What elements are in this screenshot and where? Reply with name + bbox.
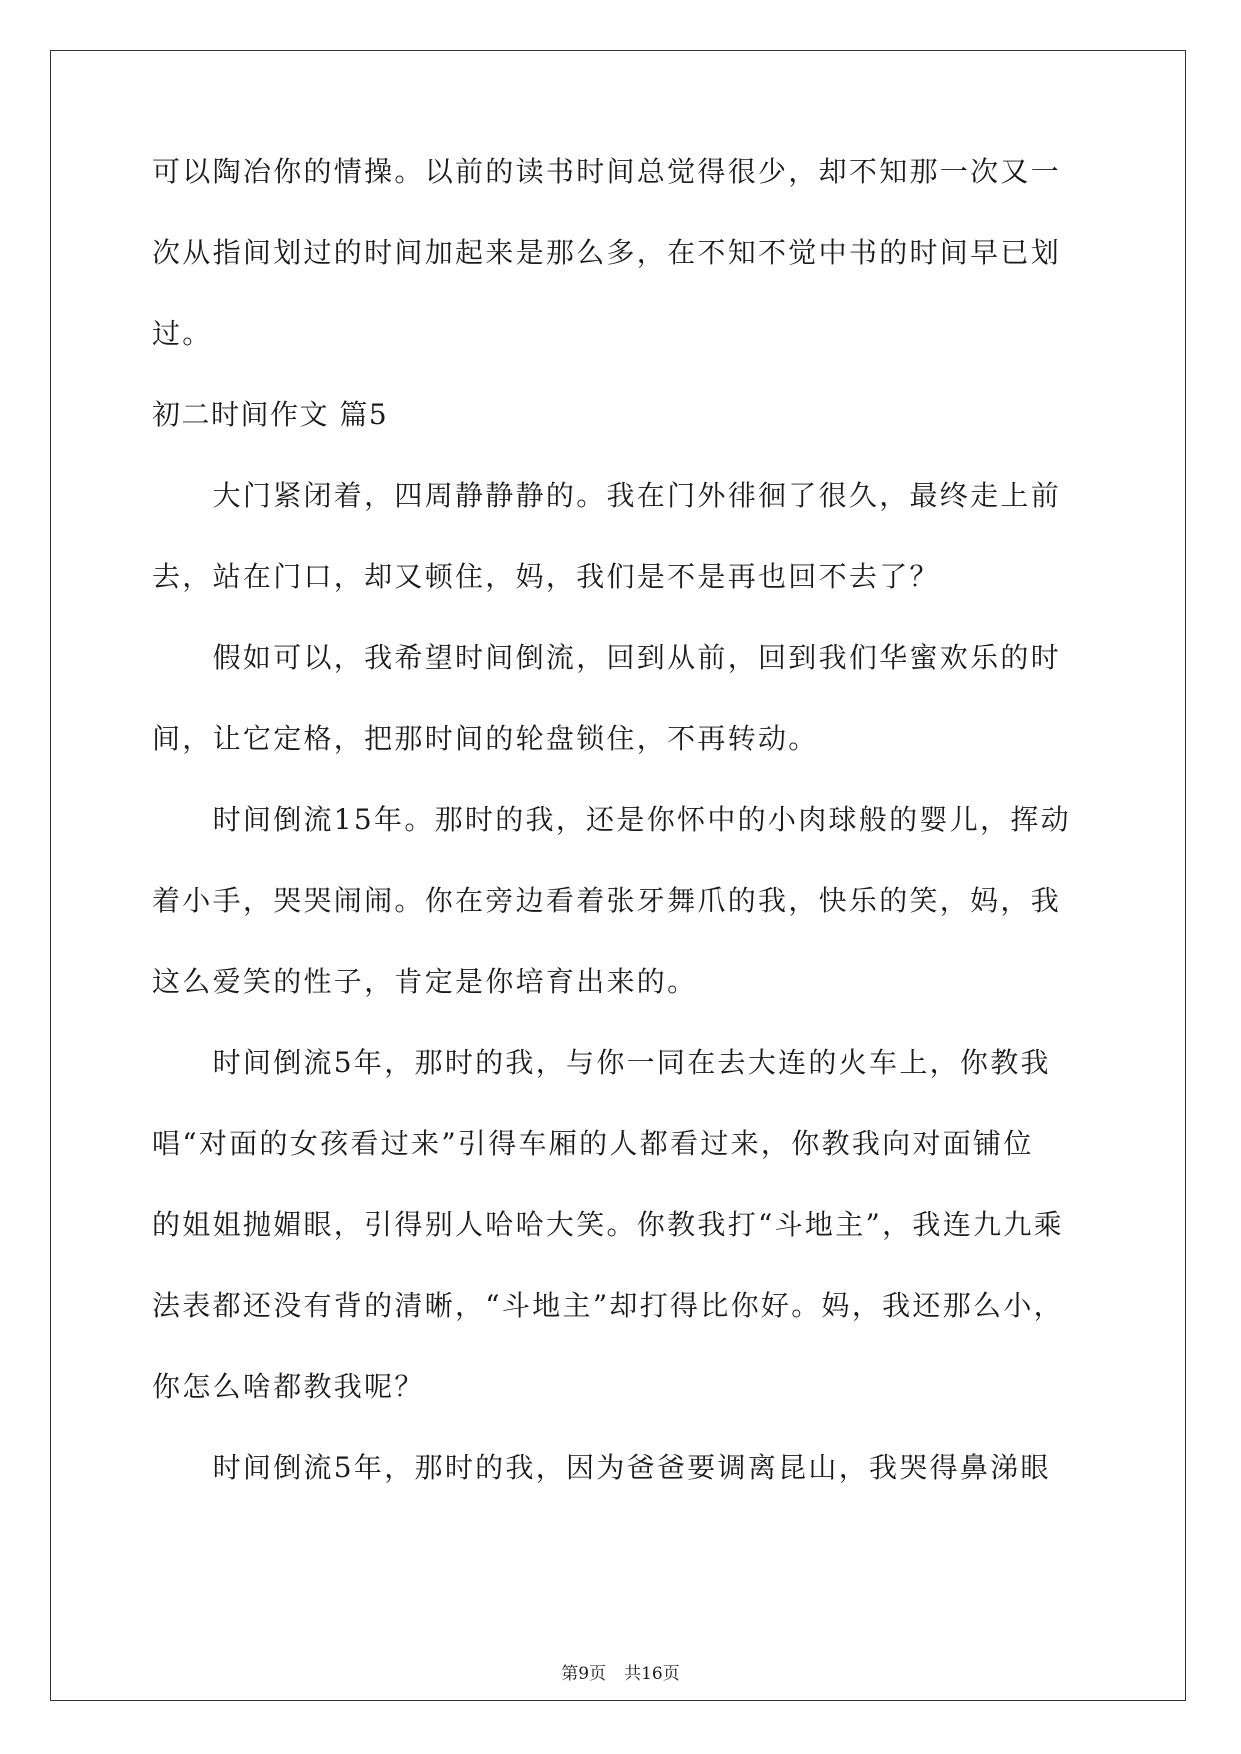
page-footer: [0, 1664, 1241, 1684]
section-heading: 初二时间作文 篇5: [152, 398, 389, 431]
page-number: 第9页: [561, 1664, 607, 1684]
text-line: 去，站在门口，却又顿住，妈，我们是不是再也回不去了？: [152, 560, 940, 593]
page-total: 共16页: [624, 1664, 680, 1684]
text-line: 间，让它定格，把那时间的轮盘锁住，不再转动。: [152, 722, 819, 755]
text-line: 这么爱笑的性子，肯定是你培育出来的。: [152, 965, 698, 998]
text-line: 时间倒流5年，那时的我，与你一同在去大连的火车上，你教我: [152, 1046, 1051, 1079]
text-line: 过。: [152, 317, 213, 350]
text-line: 唱“对面的女孩看过来”引得车厢的人都看过来，你教我向对面铺位: [152, 1127, 1034, 1160]
text-line: 的姐姐抛媚眼，引得别人哈哈大笑。你教我打“斗地主”，我连九九乘: [152, 1208, 1064, 1241]
document-body: [152, 155, 1092, 1535]
text-line: 着小手，哭哭闹闹。你在旁边看着张牙舞爪的我，快乐的笑，妈，我: [152, 884, 1062, 917]
text-line: 时间倒流15年。那时的我，还是你怀中的小肉球般的婴儿，挥动: [152, 803, 1071, 836]
text-line: 你怎么啥都教我呢？: [152, 1370, 425, 1403]
text-line: 大门紧闭着，四周静静静的。我在门外徘徊了很久，最终走上前: [152, 479, 1062, 512]
text-line: 可以陶冶你的情操。以前的读书时间总觉得很少，却不知那一次又一: [152, 155, 1062, 188]
text-line: 次从指间划过的时间加起来是那么多，在不知不觉中书的时间早已划: [152, 236, 1062, 269]
text-line: 法表都还没有背的清晰，“斗地主”却打得比你好。妈，我还那么小，: [152, 1289, 1064, 1322]
text-line: 假如可以，我希望时间倒流，回到从前，回到我们华蜜欢乐的时: [152, 641, 1062, 674]
text-line: 时间倒流5年，那时的我，因为爸爸要调离昆山，我哭得鼻涕眼: [152, 1451, 1051, 1484]
